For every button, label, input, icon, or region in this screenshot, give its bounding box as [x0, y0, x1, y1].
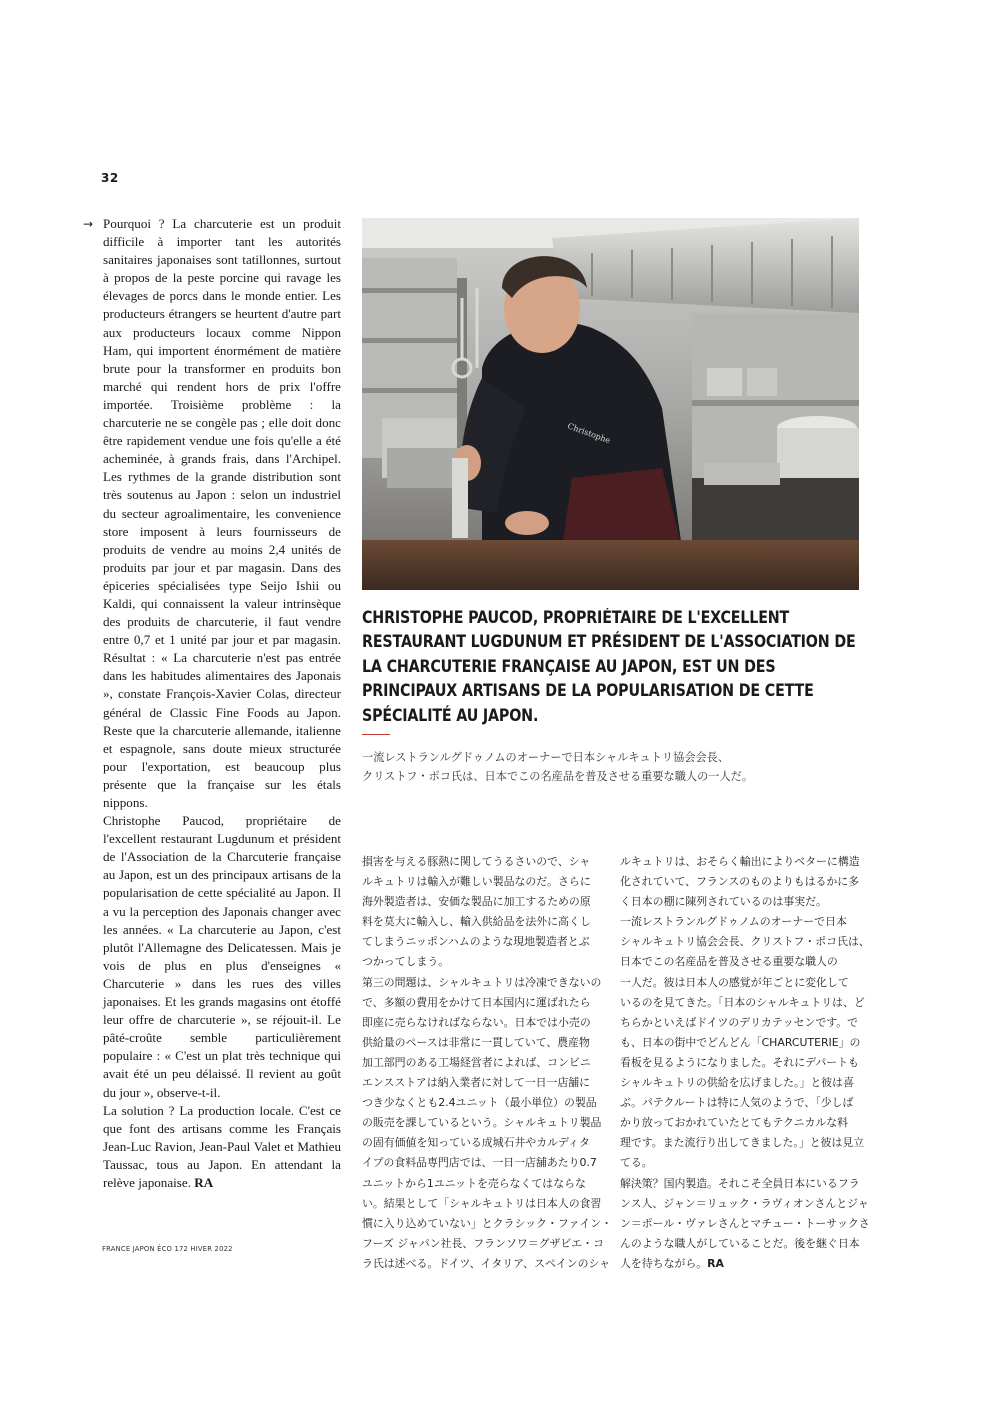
- japanese-text-line: つき少なくとも2.4ユニット（最小単位）の製品: [362, 1096, 597, 1110]
- japanese-text-line: 化されていて、フランスのものよりもはるかに多: [620, 875, 860, 889]
- japanese-text-line: の固有価値を知っている成城石井やカルディタ: [362, 1136, 590, 1150]
- japanese-text-line: 料を莫大に輸入し、輸入供給品を法外に高くし: [362, 915, 591, 929]
- japanese-text-line: 加工部門のある工場経営者によれば、コンビニ: [362, 1055, 591, 1069]
- chef-photo: [362, 218, 859, 590]
- page-number: 32: [101, 171, 119, 185]
- japanese-text-line: ルキュトリは、おそらく輸出によりベターに構造: [620, 855, 860, 868]
- caption-ja-line: クリストフ・ポコ氏は、日本でこの名産品を普及させる重要な職人の一人だ。: [362, 769, 754, 783]
- article-body-french: [83, 215, 341, 1192]
- article-body-japanese-col1: [362, 852, 613, 1274]
- japanese-text-line: 理です。また流行り出してきました。」と彼は見立: [620, 1136, 865, 1150]
- japanese-text-line: エンスストアは納入業者に対して一日一店舗に: [362, 1076, 591, 1090]
- japanese-text-line: ラ氏は述べる。ドイツ、イタリア、スペインのシャ: [362, 1256, 611, 1270]
- japanese-text-line: く日本の棚に陳列されているのは事実だ。: [620, 895, 827, 909]
- japanese-text-line: 損害を与える豚熱に関してうるさいので、シャ: [362, 855, 591, 868]
- arrow-right-icon: →: [83, 217, 94, 231]
- japanese-text-line: てしまうニッポンハムのような現地製造者とぶ: [362, 935, 590, 949]
- japanese-text-line: 第三の問題は、シャルキュトリは冷凍できないの: [362, 975, 602, 989]
- japanese-text-line: つかってしまう。: [362, 955, 450, 969]
- japanese-text-line: いるのを見てきた。「日本のシャルキュトリは、ど: [620, 995, 865, 1009]
- page-footer: FRANCE JAPON ÉCO 172 HIVER 2022: [102, 1245, 233, 1253]
- japanese-text-line: ルキュトリは輸入が難しい製品なのだ。さらに: [362, 875, 591, 889]
- paragraph-3: [103, 1102, 341, 1192]
- japanese-text-line: てる。: [620, 1156, 653, 1170]
- author-signature: RA: [194, 1174, 214, 1190]
- japanese-text-line: 一流レストランルグドゥノムのオーナーで日本: [620, 915, 847, 929]
- article-body-japanese-col2: [620, 852, 870, 1274]
- svg-text:Christophe: Christophe: [566, 421, 612, 446]
- paragraph-1: Pourquoi ? La charcuterie est un produit difficile à importer tant les autorités sanitaires japonaises sont tatillonnes, surtout à propos de la peste porcine qui ravage les élevages de porcs dans le monde entier. Les producteurs étrangers se heurtent d'autre part aux producteurs locaux comme Nippon Ham, qui importent énormément de matière brute pour la transformer en produits bon marché qui rendent hors de prix l'offre importée. Troisième problème : la charcuterie ne se congèle pas ; elle doit donc être rapidement vendue une fois qu'elle a été acheminée, à grands frais, dans l'Archipel. Les rythmes de la grande distribution sont très soutenus au Japon : selon un industriel du secteur agroalimentaire, les convenience store imposent à leurs fournisseurs de produits de vendre au moins 2,4 unités de produits par jour et par magasin. Dans des épiceries spécialisées type Seijo Ishii ou Kaldi, qui connaissent la valeur intrinsèque des produits de charcuterie, il faut vendre entre 0,7 et 1 unité par jour et par magasin. Résultat : « La charcuterie n'est pas entrée dans les habitudes alimentaires des Japonais », constate François-Xavier Colas, directeur général de Classic Fine Foods au Japon. Reste que la charcuterie allemande, italienne et espagnole, sans doute mieux structurée pour l'exportation, est beaucoup plus présente que la française sur les étals nippons.: [103, 216, 341, 810]
- japanese-text-line: シャルキュトリの供給を広げました。」と彼は喜: [620, 1076, 854, 1090]
- japanese-text-line: シャルキュトリ協会会長、クリストフ・ポコ氏は、: [620, 935, 870, 949]
- caption-divider: [362, 734, 390, 735]
- caption-ja-line: 一流レストランルグドゥノムのオーナーで日本シャルキュトリ協会会長、: [362, 751, 730, 764]
- japanese-text-line: の販売を課しているという。シャルキュトリ製品: [362, 1116, 602, 1130]
- japanese-text-line: ンス人、ジャン＝リュック・ラヴィオンさんとジャ: [620, 1196, 869, 1210]
- japanese-text-line: フーズ ジャパン社長、フランソワ＝グザビエ・コ: [362, 1236, 604, 1250]
- japanese-text-line: ぶ。パテクルートは特に人気のようで、「少しば: [620, 1096, 854, 1110]
- japanese-text-line: ちらかといえばドイツのデリカテッセンです。で: [620, 1015, 859, 1029]
- japanese-text-line: い。結果として「シャルキュトリは日本人の食習: [362, 1196, 602, 1210]
- japanese-text-line: 人を待ちながら。RA: [620, 1256, 724, 1270]
- japanese-text-line: 供給量のペースは非常に一貫していて、農産物: [362, 1035, 590, 1049]
- paragraph-3-text: La solution ? La production locale. C'est ce que font des artisans comme les Français Jean-Luc Ravion, Jean-Paul Valet et Mathieu Taussac, tous au Japon. En attendant la relève japonaise.: [103, 1102, 341, 1190]
- author-signature-japanese: RA: [707, 1256, 724, 1270]
- japanese-text-line: ユニットから1ユニットを売らなくてはならな: [362, 1176, 586, 1190]
- japanese-text-line: んのような職人がしていることだ。後を継ぐ日本: [620, 1236, 860, 1250]
- japanese-text-line: ン＝ポール・ヴァレさんとマチュー・トーサックさ: [620, 1216, 870, 1230]
- japanese-text-line: 海外製造者は、安価な製品に加工するための原: [362, 895, 591, 909]
- japanese-text-line: 日本でこの名産品を普及させる重要な職人の: [620, 955, 838, 969]
- japanese-text-line: も、日本の街中でどんどん「CHARCUTERIE」の: [620, 1035, 861, 1049]
- japanese-text-line: で、多額の費用をかけて日本国内に運ばれたら: [362, 995, 591, 1009]
- japanese-text-line: 一人だ。彼は日本人の感覚が年ごとに変化して: [620, 975, 849, 989]
- japanese-text-line: かり放っておかれていたとてもテクニカルな料: [620, 1116, 849, 1130]
- japanese-text-line: 看板を見るようになりました。それにデパートも: [620, 1055, 859, 1069]
- japanese-text-line: 即座に売らなければならない。日本では小売の: [362, 1015, 591, 1029]
- paragraph-2: Christophe Paucod, propriétaire de l'excellent restaurant Lugdunum et président de l'Association de la Charcuterie française au Japon, est un des principaux artisans de la popularisation de cette spécialité au Japon. Il a vu la perception des Japonais changer avec les années. « La charcuterie au Japon, c'est plutôt l'Allemagne des Delicatessen. Mais je vois de plus en plus d'enseignes « Charcuterie » dans les rues des villes japonaises. Et les grands magasins ont étoffé leur offre de charcuterie », se réjouit-il. Le pâté-croûte semble particulièrement populaire : « C'est un plat très technique qui avait été un peu délaissé. Il revient au goût du jour », observe-t-il.: [103, 813, 341, 1100]
- japanese-text-line: 慣に入り込めていない」とクラシック・ファイン・: [362, 1216, 613, 1230]
- japanese-text-line: イプの食料品専門店では、一日一店舗あたり0.7: [362, 1156, 597, 1170]
- photo-caption-french: CHRISTOPHE PAUCOD, PROPRIÉTAIRE DE L'EXCELLENT RESTAURANT LUGDUNUM ET PRÉSIDENT DE L'ASSOCIATION DE LA CHARCUTERIE FRANÇAISE AU JAPON, EST UN DES PRINCIPAUX ARTISANS DE LA POPULARISATION DE CETTE SPÉCIALITÉ AU JAPON.: [362, 608, 856, 725]
- photo-caption-japanese: [362, 749, 859, 786]
- japanese-text-line: 解決策？国内製造。それこそ全員日本にいるフラ: [620, 1176, 860, 1190]
